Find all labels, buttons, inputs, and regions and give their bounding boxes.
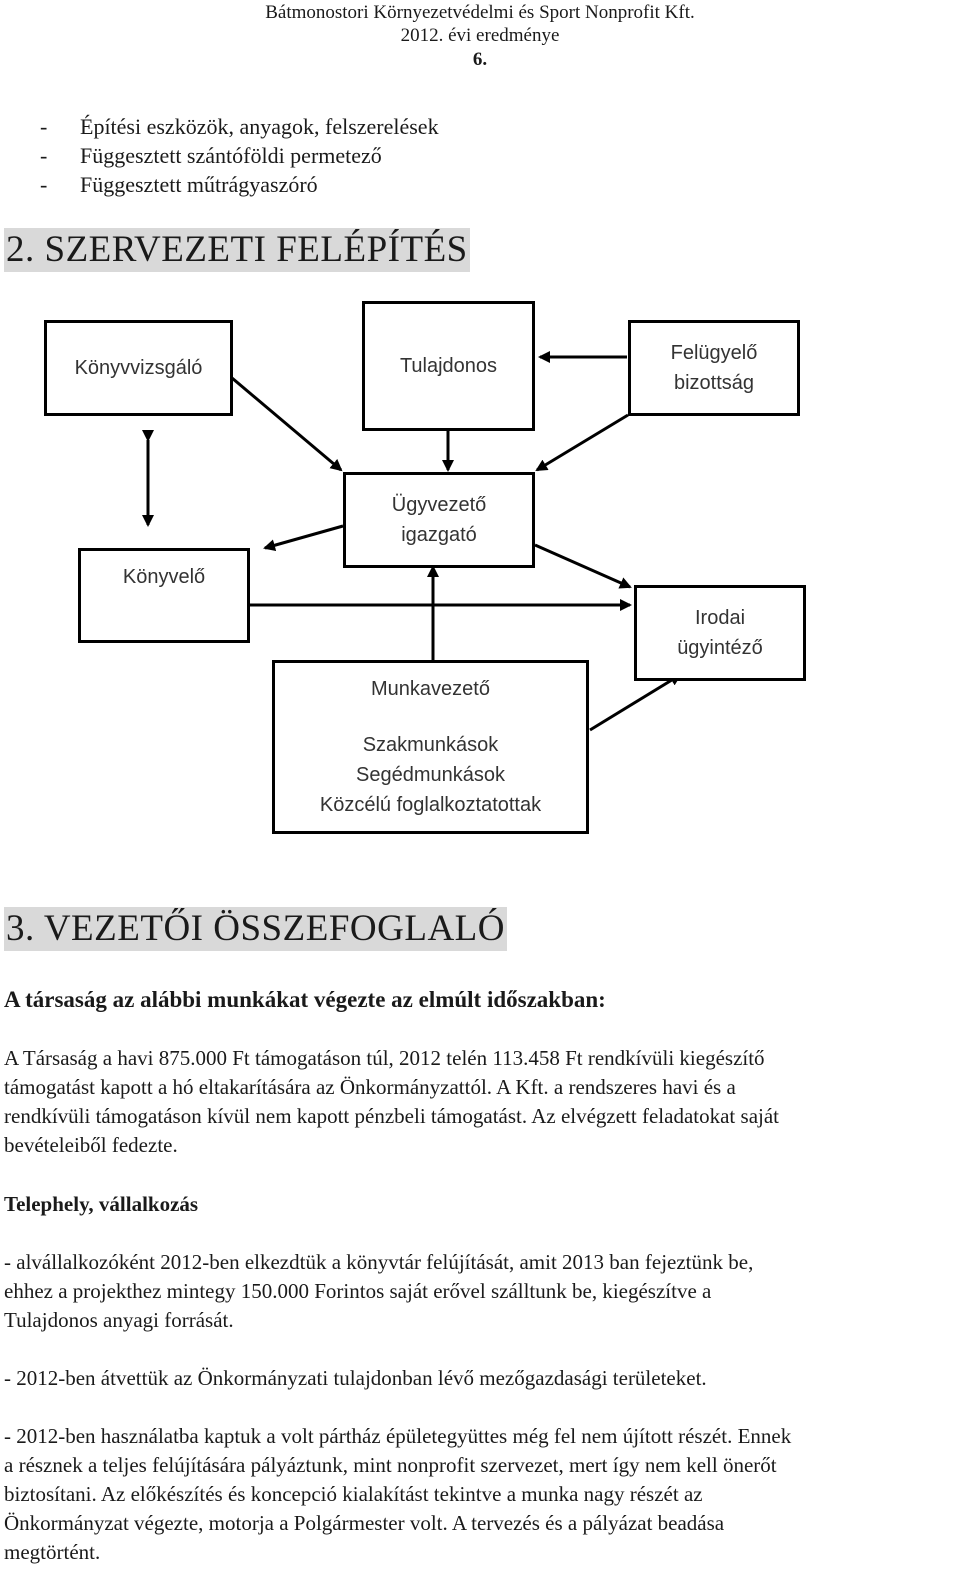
item2-line: - 2012-ben átvettük az Önkormányzati tulajdonban lévő mezőgazdasági területeket.: [4, 1366, 707, 1390]
org-box-owner: [362, 301, 535, 431]
item3-line: - 2012-ben használatba kaptuk a volt pártház épületegyüttes még fel nem újított részét. Ennek: [4, 1424, 792, 1448]
header-page-number: 6.: [472, 49, 488, 70]
org-box-office-clerk: [634, 585, 806, 681]
org-box-auditor: [44, 320, 233, 416]
org-label: Könyvvizsgáló: [74, 357, 203, 379]
org-label: Szakmunkások: [362, 734, 499, 756]
summary-line: A Társaság a havi 875.000 Ft támogatáson túl, 2012 telén 113.458 Ft rendkívüli kiegészítő: [4, 1046, 765, 1070]
org-label: Tulajdonos: [399, 355, 498, 377]
org-label: Segédmunkások: [356, 764, 505, 786]
org-label: Közcélú foglalkoztatottak: [319, 794, 542, 816]
section-title-summary: 3. VEZETŐI ÖSSZEFOGLALÓ: [6, 908, 505, 949]
summary-heading: A társaság az alábbi munkákat végezte az elmúlt időszakban:: [4, 987, 606, 1012]
org-label: Irodai: [694, 607, 746, 629]
org-label: Könyvelő: [122, 565, 206, 588]
org-label: ügyintéző: [677, 637, 763, 659]
list-item: - Függesztett szántóföldi permetező: [40, 143, 382, 168]
item3-line: a résznek a teljes felújítására pályáztunk, mint nonprofit szervezet, mert így nem kell önerőt: [4, 1453, 777, 1477]
org-box-ceo: [343, 472, 535, 568]
org-box-accountant: [78, 548, 250, 643]
org-box-supervisory-board: [628, 320, 800, 416]
header-report: 2012. évi eredménye: [400, 25, 560, 46]
org-label: Ügyvezető: [391, 494, 487, 516]
list-item: - Függesztett műtrágyaszóró: [40, 172, 318, 197]
list-item-text: Függesztett szántóföldi permetező: [80, 143, 382, 168]
summary-line: bevételeiből fedezte.: [4, 1133, 178, 1157]
arrow-ceo-accountant-sloped: [265, 526, 343, 548]
arrow-ceo-clerk: [535, 545, 630, 587]
item3-line: megtörtént.: [4, 1540, 101, 1564]
arrow-auditor-ceo: [232, 378, 341, 470]
item3-line: Önkormányzat végezte, motorja a Polgármester volt. A tervezés és a pályázat beadása: [4, 1511, 725, 1535]
section-title-organization: 2. SZERVEZETI FELÉPÍTÉS: [6, 229, 468, 270]
org-label: igazgató: [401, 524, 477, 546]
org-label: Munkavezető: [371, 678, 490, 700]
arrow-foreman-clerk: [590, 675, 680, 730]
arrow-board-ceo: [537, 415, 628, 470]
summary-line: rendkívüli támogatáson kívül nem kapott pénzbeli támogatást. Az elvégzett feladatokat saját: [4, 1104, 780, 1128]
subheading-site-business: Telephely, vállalkozás: [4, 1192, 199, 1216]
item1-line: ehhez a projekthez mintegy 150.000 Forintos saját erővel szálltunk be, kiegészítve a: [4, 1279, 712, 1303]
item1-line: - alvállalkozóként 2012-ben elkezdtük a könyvtár felújítását, amit 2013 ban fejeztünk be,: [4, 1250, 754, 1274]
summary-line: támogatást kapott a hó eltakarítására az Önkormányzattól. A Kft. a rendszeres havi és a: [4, 1075, 736, 1099]
org-box-foreman: [272, 660, 589, 834]
list-item-text: Építési eszközök, anyagok, felszerelések: [80, 114, 439, 139]
item3-line: biztosítani. Az előkészítés és koncepció kialakítást tekintve a munka nagy részét az: [4, 1482, 703, 1506]
list-item-text: Függesztett műtrágyaszóró: [80, 172, 318, 197]
list-item: - Építési eszközök, anyagok, felszerelések: [40, 114, 439, 139]
item1-line: Tulajdonos anyagi forrását.: [4, 1308, 234, 1332]
org-label: bizottság: [673, 372, 755, 394]
org-label: Felügyelő: [670, 342, 758, 364]
header-company: Bátmonostori Környezetvédelmi és Sport Nonprofit Kft.: [265, 2, 695, 23]
